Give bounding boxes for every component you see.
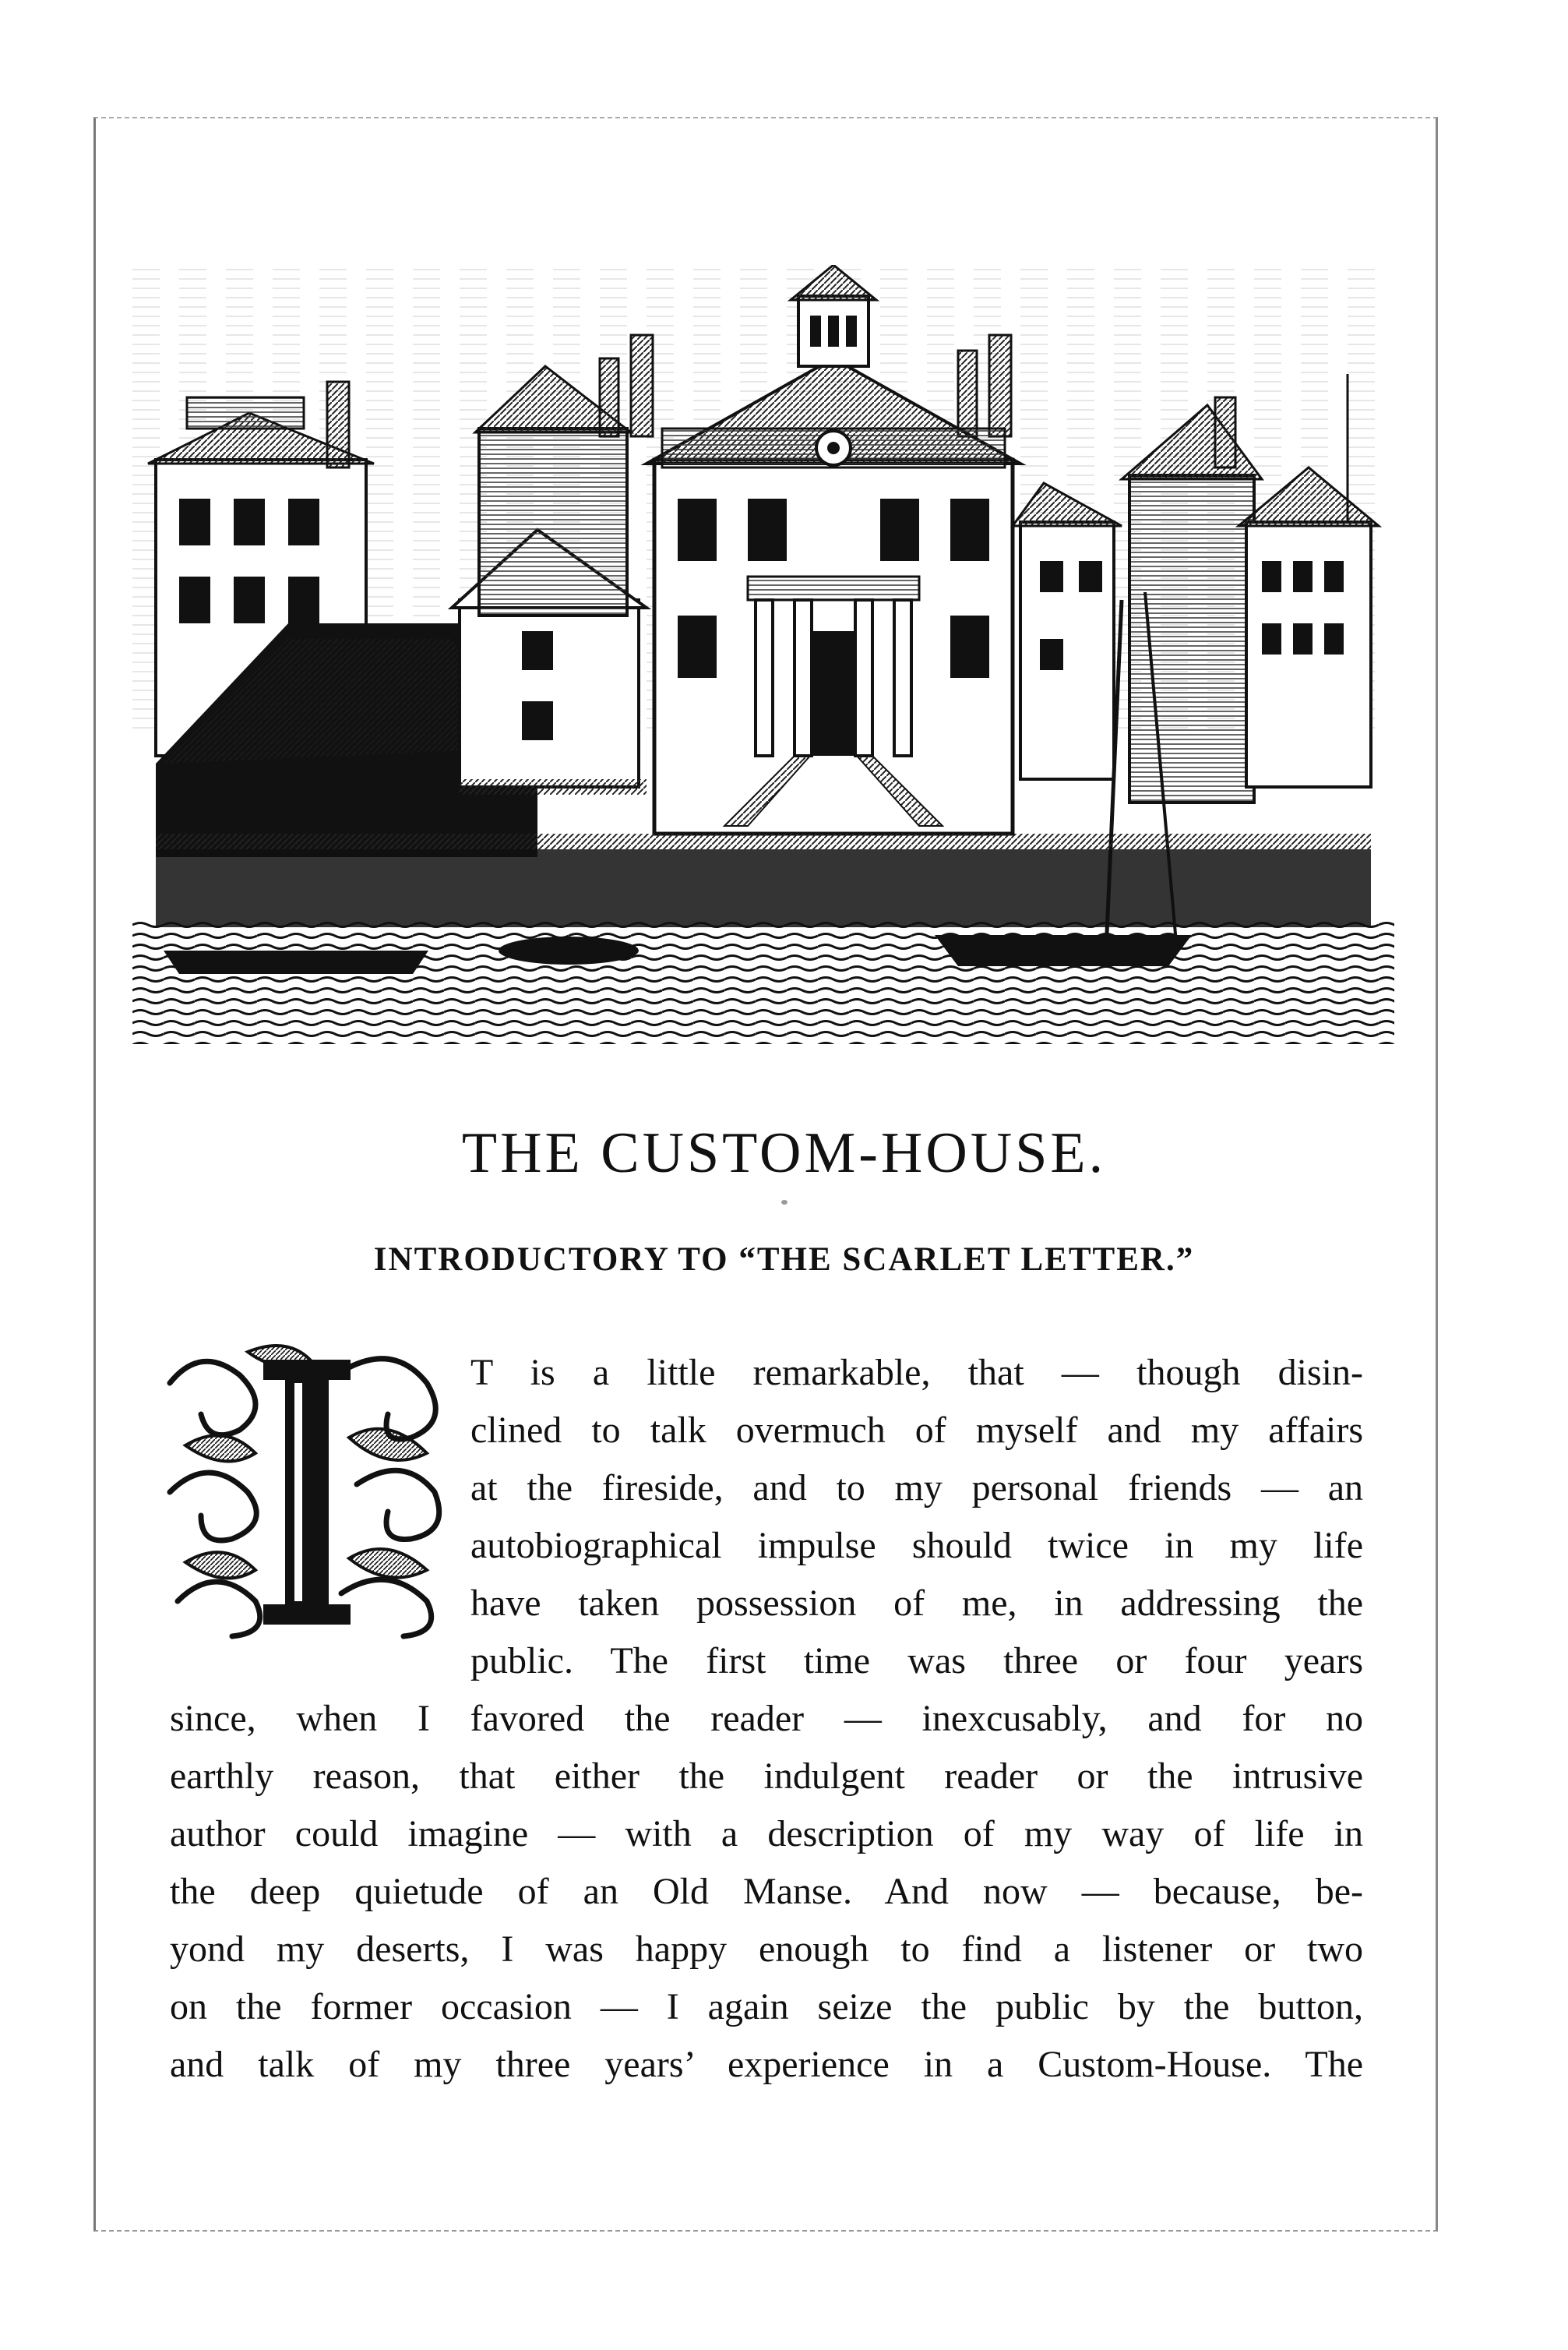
body-line-1: T is a little remarkable, that — though disin-: [470, 1352, 1363, 1393]
chapter-subtitle: INTRODUCTORY TO “THE SCARLET LETTER.”: [373, 1241, 1195, 1278]
title-ornament-dot: [781, 1200, 788, 1205]
chapter-title: THE CUSTOM-HOUSE.: [461, 1121, 1107, 1185]
body-line-9: author could imagine — with a description of my way of life in: [170, 1813, 1363, 1854]
body-line-5: have taken possession of me, in addressing the: [470, 1583, 1363, 1624]
body-line-7: since, when I favored the reader — inexcusably, and for no: [170, 1698, 1363, 1739]
body-line-10: the deep quietude of an Old Manse. And now — because, be-: [170, 1871, 1363, 1912]
body-line-2: clined to talk overmuch of myself and my affairs: [470, 1410, 1363, 1451]
body-line-11: yond my deserts, I was happy enough to find a listener or two: [170, 1928, 1363, 1970]
ornamental-dropcap: [154, 1336, 455, 1648]
body-line-8: earthly reason, that either the indulgent reader or the intrusive: [170, 1755, 1363, 1797]
body-line-13: and talk of my three years’ experience in a Custom-House. The: [170, 2044, 1363, 2085]
body-line-4: autobiographical impulse should twice in my life: [470, 1525, 1363, 1566]
body-line-6: public. The first time was three or four years: [470, 1640, 1363, 1681]
custom-house-illustration: [132, 265, 1394, 1060]
body-line-3: at the fireside, and to my personal friends — an: [470, 1467, 1363, 1508]
body-line-12: on the former occasion — I again seize the public by the button,: [170, 1986, 1363, 2027]
